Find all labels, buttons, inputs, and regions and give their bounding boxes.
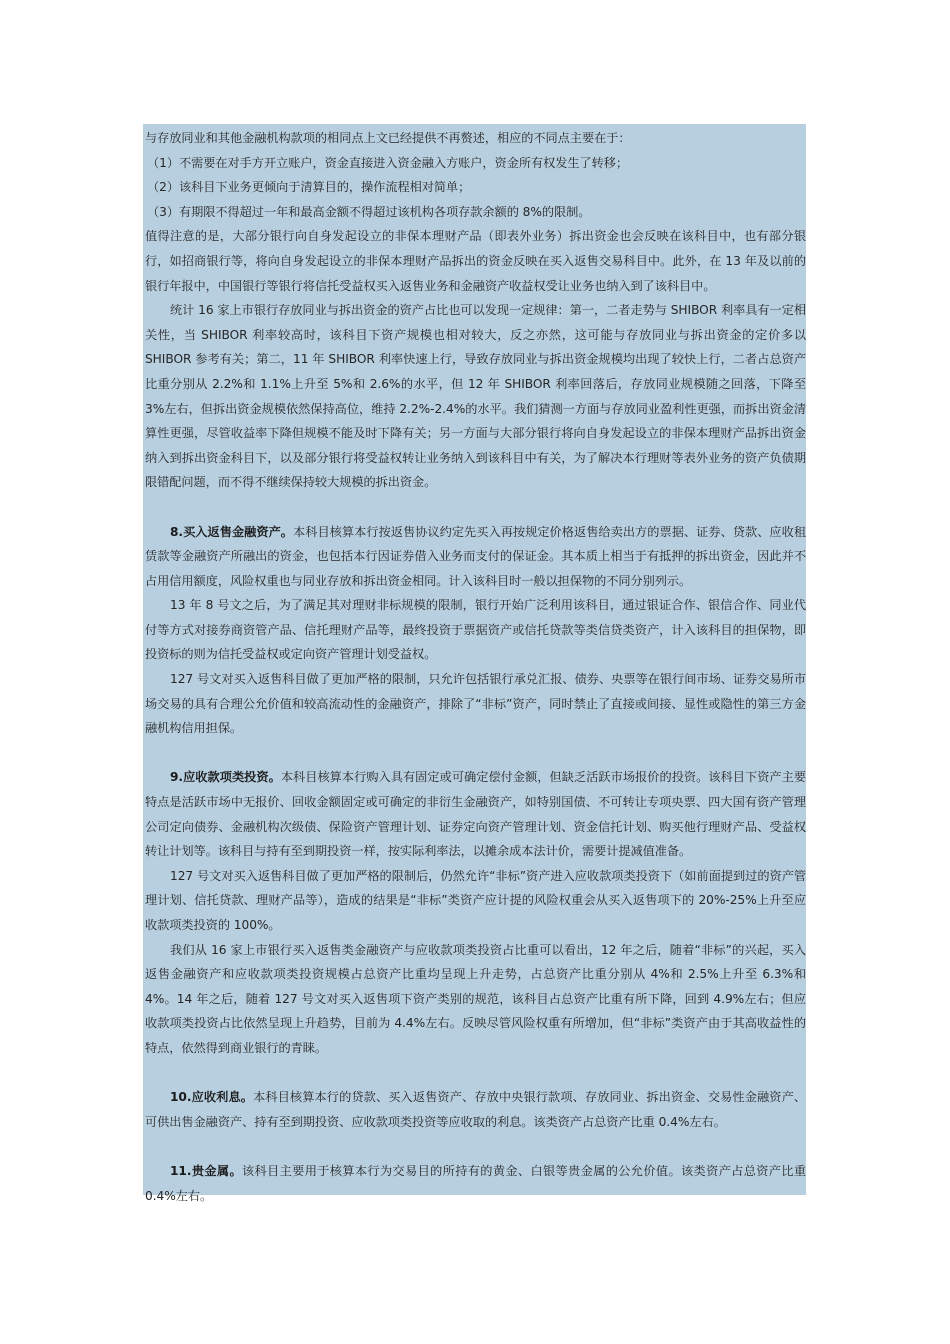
- section-10-paragraph: [145, 1085, 806, 1134]
- document-body: [145, 126, 806, 1208]
- section-8-paragraph-2: 13 年 8 号文之后，为了满足其对理财非标规模的限制，银行开始广泛利用该科目，通过银证合作、银信合作、同业代付等方式对接券商资管产品、信托理财产品等，最终投资于票据资产或信托贷款等类信贷类资产，计入该科目的担保物，即投资标的则为信托受益权或定向资产管理计划受益权。: [145, 598, 806, 662]
- section-11-paragraph: [145, 1159, 806, 1208]
- section-8-paragraph: [145, 520, 806, 594]
- section-8-heading: 8.买入返售金融资产。: [170, 524, 294, 539]
- intro-item-2: （2）该科目下业务更倾向于清算目的，操作流程相对简单；: [147, 180, 471, 195]
- section-10-heading: 10.应收利息。: [170, 1090, 254, 1105]
- section-9-text: 本科目核算本行购入具有固定或可确定偿付金额，但缺乏活跃市场报价的投资。该科目下资产主要特点是活跃市场中无报价、回收金额固定或可确定的非衍生金融资产，如特别国债、不可转让专项央票、四大国有资产管理公司定向债券、金融机构次级债、保险资产管理计划、证券定向资产管理计划、资金信托计划、购买他行理财产品、受益权转让计划等。该科目与持有至到期投资一样，按实际利率法，以摊余成本法计价，需要计提减值准备。: [145, 770, 806, 859]
- section-11-heading: 11.贵金属。: [170, 1163, 243, 1178]
- section-9-heading: 9.应收款项类投资。: [170, 770, 281, 785]
- section-8-text: 本科目核算本行按返售协议约定先买入再按规定价格返售给卖出方的票据、证券、贷款、应收租赁款等金融资产所融出的资金，也包括本行因证券借入业务而支付的保证金。其本质上相当于有抵押的拆出资金，因此并不占用信用额度，风险权重也与同业存放和拆出资金相同。计入该科目时一般以担保物的不同分别列示。: [145, 524, 806, 588]
- section-8-paragraph-3: 127 号文对买入返售科目做了更加严格的限制，只允许包括银行承兑汇报、债券、央票等在银行间市场、证券交易所市场交易的具有合理公允价值和较高流动性的金融资产，排除了“非标”资产，同时禁止了直接或间接、显性或隐性的第三方金融机构信用担保。: [145, 672, 806, 736]
- section-9-paragraph: [145, 765, 806, 863]
- section-9-paragraph-2: 127 号文对买入返售科目做了更加严格的限制后，仍然允许“非标”资产进入应收款项类投资下（如前面提到过的资产管理计划、信托贷款、理财产品等），造成的结果是“非标”类资产应计提的风险权重会从买入返售项下的 20%-25%上升至应收款项类投资的 100%。: [145, 868, 806, 932]
- section-9-paragraph-3: 我们从 16 家上市银行买入返售类金融资产与应收款项类投资占比重可以看出，12 年之后，随着“非标”的兴起，买入返售金融资产和应收款项类投资规模占总资产比重均呈现上升走势，占总资产比重分别从 4%和 2.5%上升至 6.3%和 4%。14 年之后，随着 127 号文对买入返售项下资产类别的规范，该科目占总资产比重有所下降，回到 4.9%左右；但应收款项类投资占比依然呈现上升趋势，目前为 4.4%左右。反映尽管风险权重有所增加，但“非标”类资产由于其高收益性的特点，依然得到商业银行的青睐。: [145, 942, 806, 1055]
- intro-item-1: （1）不需要在对手方开立账户，资金直接进入资金融入方账户，资金所有权发生了转移；: [147, 155, 629, 170]
- section-10-text: 本科目核算本行的贷款、买入返售资产、存放中央银行款项、存放同业、拆出资金、交易性金融资产、可供出售金融资产、持有至到期投资、应收款项类投资等应收取的利息。该类资产占总资产比重 0.4%左右。: [145, 1090, 807, 1129]
- intro-lead: 与存放同业和其他金融机构款项的相同点上文已经提供不再赘述，相应的不同点主要在于：: [145, 131, 631, 145]
- section-11-text: 该科目主要用于核算本行为交易目的所持有的黄金、白银等贵金属的公允价值。该类资产占总资产比重 0.4%左右。: [145, 1163, 806, 1203]
- intro-note: 值得注意的是，大部分银行向自身发起设立的非保本理财产品（即表外业务）拆出资金也会反映在该科目中，也有部分银行，如招商银行等，将向自身发起设立的非保本理财产品拆出的资金反映在买入返售交易科目中。此外，在 13 年及以前的银行年报中，中国银行等银行将信托受益权买入返售业务和金融资产收益权受让业务也纳入到了该科目中。: [145, 229, 806, 293]
- intro-item-3: （3）有期限不得超过一年和最高金额不得超过该机构各项存款余额的 8%的限制。: [147, 204, 591, 219]
- intro-stats: 统计 16 家上市银行存放同业与拆出资金的资产占比也可以发现一定规律：第一，二者走势与 SHIBOR 利率具有一定相关性，当 SHIBOR 利率较高时，该科目下资产规模也相对较大，反之亦然，这可能与存放同业与拆出资金的定价多以 SHIBOR 参考有关；第二，11 年 SHIBOR 利率快速上行，导致存放同业与拆出资金规模均出现了较快上行，二者占总资产比重分别从 2.2%和 1.1%上升至 5%和 2.6%的水平，但 12 年 SHIBOR 利率回落后，存放同业规模随之回落，下降至 3%左右，但拆出资金规模依然保持高位，维持 2.2%-2.4%的水平。我们猜测一方面与存放同业盈利性更强，而拆出资金清算性更强，尽管收益率下降但规模不能及时下降有关；另一方面与大部分银行将向自身发起设立的非保本理财产品拆出资金纳入到拆出资金科目下，以及部分银行将受益权转让业务纳入到该科目中有关，为了解决本行理财等表外业务的资产负债期限错配问题，而不得不继续保持较大规模的拆出资金。: [145, 303, 806, 490]
